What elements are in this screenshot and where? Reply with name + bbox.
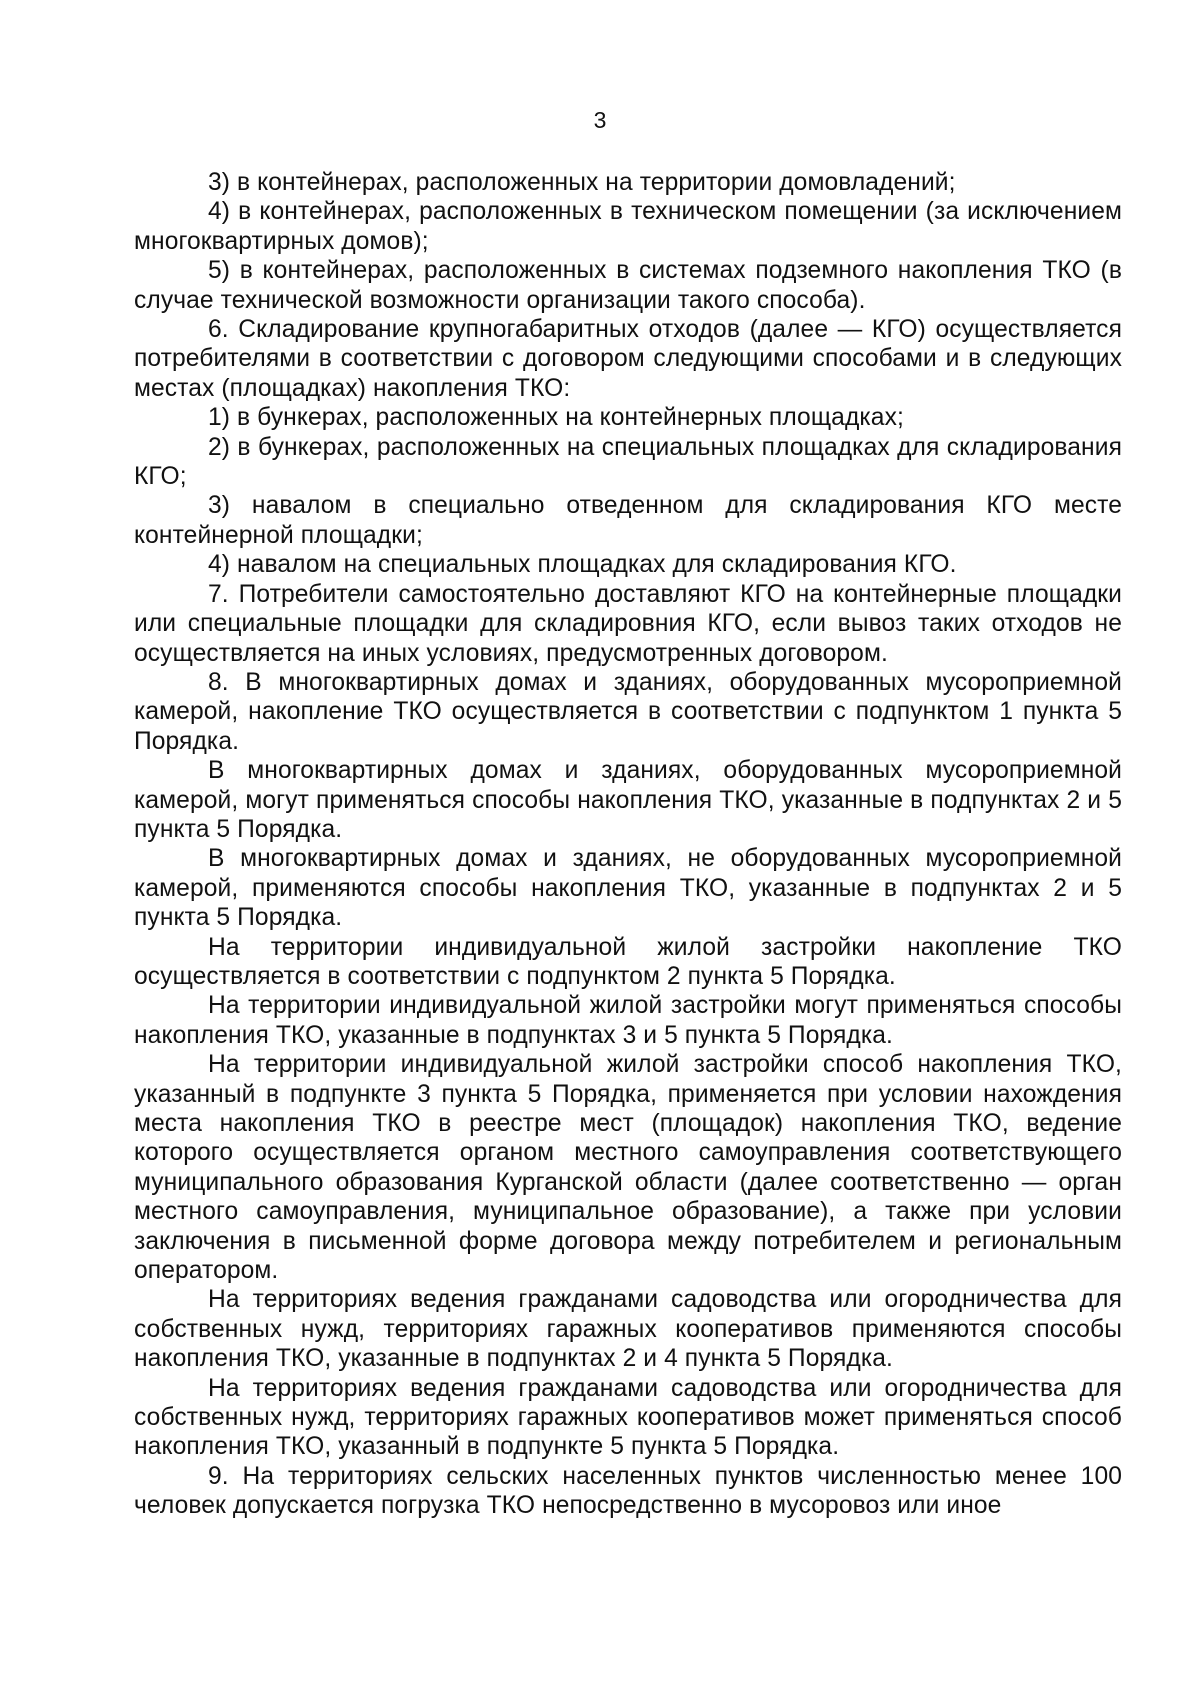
paragraph: 2) в бункерах, расположенных на специальных площадках для складирования КГО; xyxy=(134,433,1122,491)
paragraph: На территориях ведения гражданами садоводства или огородничества для собственных нужд, территориях гаражных кооперативов может применяться способ накопления ТКО, указанный в подпункте 5 пункта 5 Порядка. xyxy=(134,1374,1122,1461)
paragraph: В многоквартирных домах и зданиях, не оборудованных мусороприемной камерой, применяются способы накопления ТКО, указанные в подпунктах 2 и 5 пункта 5 Порядка. xyxy=(134,845,1122,932)
paragraph: 9. На территориях сельских населенных пунктов численностью менее 100 человек допускается погрузка ТКО непосредственно в мусоровоз или иное xyxy=(134,1462,1122,1520)
page-number: 3 xyxy=(593,107,607,133)
paragraph: 1) в бункерах, расположенных на контейнерных площадках; xyxy=(208,404,904,432)
paragraph: 4) навалом на специальных площадках для складирования КГО. xyxy=(208,551,957,579)
paragraph: В многоквартирных домах и зданиях, оборудованных мусороприемной камерой, могут применяться способы накопления ТКО, указанные в подпунктах 2 и 5 пункта 5 Порядка. xyxy=(134,757,1122,843)
paragraph: 4) в контейнерах, расположенных в техническом помещении (за исключением многоквартирных домов); xyxy=(134,198,1122,255)
paragraph: 3) навалом в специально отведенном для складирования КГО месте контейнерной площадки; xyxy=(134,492,1122,549)
paragraph: На территории индивидуальной жилой застройки способ накопления ТКО, указанный в подпункте 3 пункта 5 Порядка, применяется при условии нахождения места накопления ТКО в реестре мест (площадок) накопления ТКО, ведение которого осуществляется органом местного самоуправления соответствующего муниципального образования Курганской области (далее соответственно — орган местного самоуправления, муниципальное образование), а также при условии заключения в письменной форме договора между потребителем и региональным оператором. xyxy=(134,1051,1122,1285)
paragraph: 3) в контейнерах, расположенных на территории домовладений; xyxy=(208,169,956,196)
paragraph: На территории индивидуальной жилой застройки могут применяться способы накопления ТКО, указанные в подпунктах 3 и 5 пункта 5 Порядка. xyxy=(134,992,1122,1049)
paragraph: 8. В многоквартирных домах и зданиях, оборудованных мусороприемной камерой, накопление ТКО осуществляется в соответствии с подпунктом 1 пункта 5 Порядка. xyxy=(134,668,1122,755)
paragraph: 6. Складирование крупногабаритных отходов (далее — КГО) осуществляется потребителями в соответствии с договором следующими способами и в следующих местах (площадках) накопления ТКО: xyxy=(134,316,1122,402)
paragraph: 5) в контейнерах, расположенных в системах подземного накопления ТКО (в случае технической возможности организации такого способа). xyxy=(134,257,1122,314)
paragraph: На территории индивидуальной жилой застройки накопление ТКО осуществляется в соответствии с подпунктом 2 пункта 5 Порядка. xyxy=(134,933,1122,990)
paragraph: На территориях ведения гражданами садоводства или огородничества для собственных нужд, территориях гаражных кооперативов применяются способы накопления ТКО, указанные в подпунктах 2 и 4 пункта 5 Порядка. xyxy=(134,1286,1122,1373)
document-body xyxy=(134,168,1122,1521)
paragraph: 7. Потребители самостоятельно доставляют КГО на контейнерные площадки или специальные площадки для складировния КГО, если вывоз таких отходов не осуществляется на иных условиях, предусмотренных договором. xyxy=(134,580,1122,667)
